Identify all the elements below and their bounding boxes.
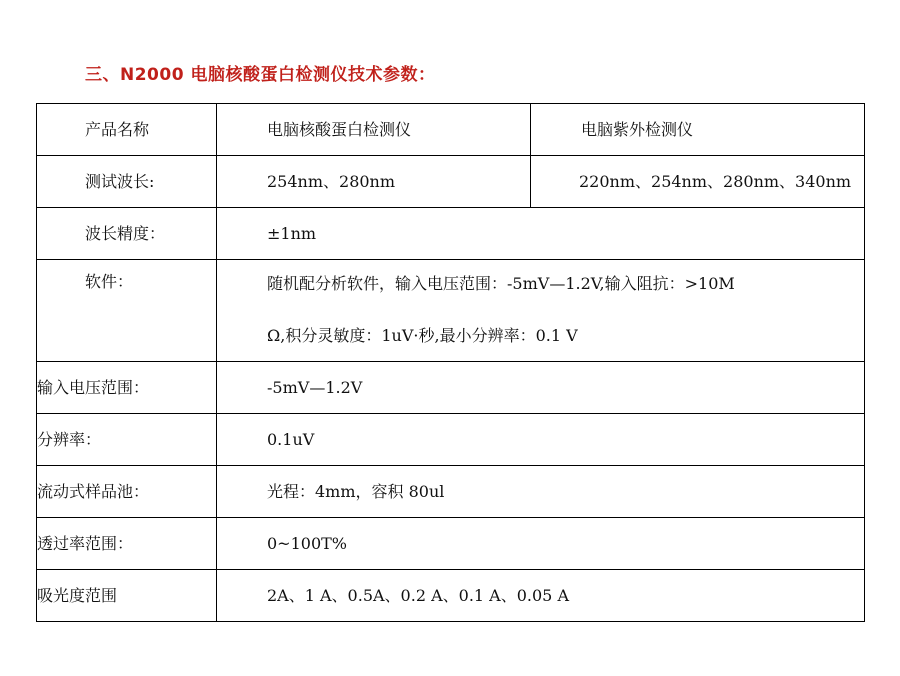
row-label: 分辨率： [37, 414, 217, 466]
spec-table [36, 103, 865, 622]
row-label: 测试波长: [37, 156, 217, 208]
input-voltage-value: -5mV—1.2V [217, 362, 865, 414]
product-nucleic-acid-detector: 电脑核酸蛋白检测仪 [217, 104, 531, 156]
wavelength-value-a: 254nm、280nm [217, 156, 531, 208]
software-value [217, 260, 865, 362]
row-label: 流动式样品池： [37, 466, 217, 518]
table-row-transmittance [37, 518, 865, 570]
row-label: 波长精度： [37, 208, 217, 260]
row-label: 输入电压范围： [37, 362, 217, 414]
row-label: 软件： [37, 260, 217, 362]
table-row-resolution [37, 414, 865, 466]
resolution-value: 0.1uV [217, 414, 865, 466]
table-row-precision [37, 208, 865, 260]
section-heading: 三、N2000 电脑核酸蛋白检测仪技术参数： [85, 65, 436, 85]
wavelength-value-b: 220nm、254nm、280nm、340nm [531, 156, 865, 208]
row-label: 透过率范围： [37, 518, 217, 570]
software-line-1: 随机配分析软件，输入电压范围：-5mV—1.2V,输入阻抗：>10M [267, 274, 735, 293]
row-label: 吸光度范围 [37, 570, 217, 622]
table-row-wavelength [37, 156, 865, 208]
absorbance-value: 2A、1 A、0.5A、0.2 A、0.1 A、0.05 A [217, 570, 865, 622]
flowcell-value: 光程：4mm，容积 80ul [217, 466, 865, 518]
table-row-absorbance [37, 570, 865, 622]
product-uv-detector: 电脑紫外检测仪 [531, 104, 865, 156]
table-row-software [37, 260, 865, 362]
table-row-input-voltage [37, 362, 865, 414]
software-line-2: Ω,积分灵敏度：1uV·秒,最小分辨率：0.1 V [267, 326, 578, 345]
precision-value: ±1nm [217, 208, 865, 260]
table-row-product [37, 104, 865, 156]
row-label: 产品名称 [37, 104, 217, 156]
table-row-flowcell [37, 466, 865, 518]
transmittance-value: 0~100T% [217, 518, 865, 570]
